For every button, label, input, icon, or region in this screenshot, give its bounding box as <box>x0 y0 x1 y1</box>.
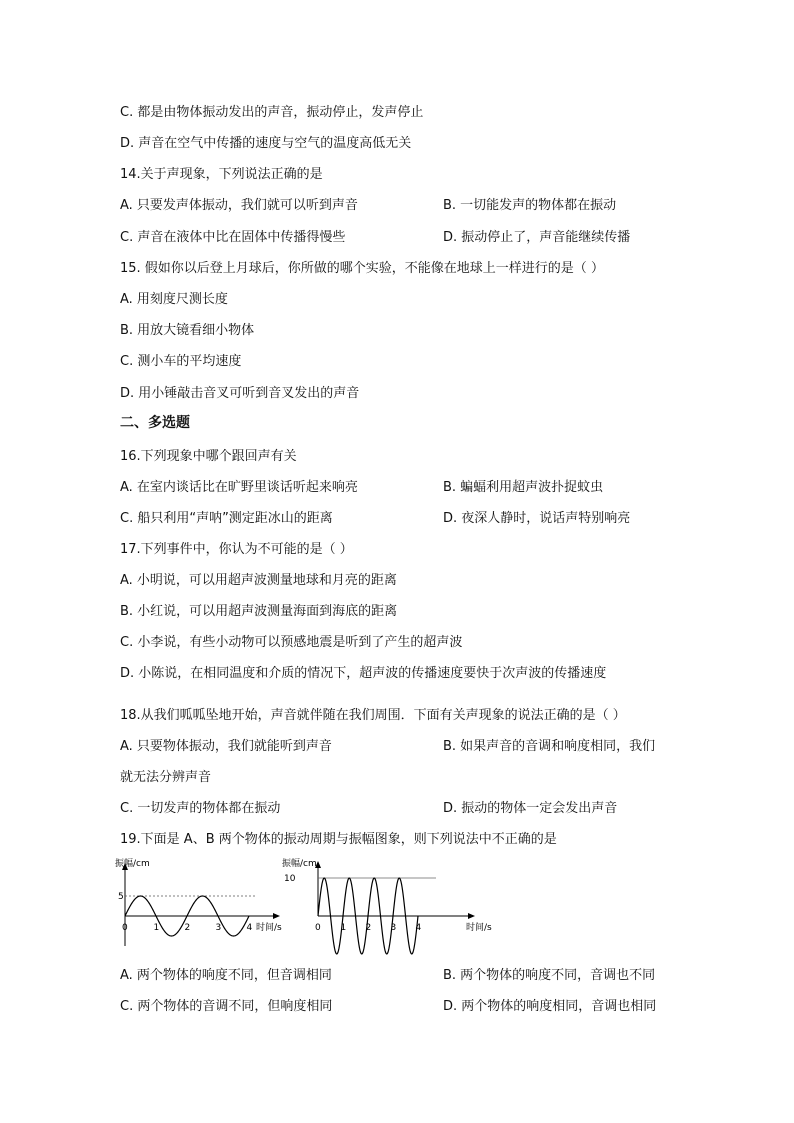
x-axis-label: 时间/s <box>466 923 492 933</box>
q18-option-b-cont: 就无法分辨声音 <box>120 770 212 785</box>
q15-option-d: D. 用小锤敲击音叉可听到音叉发出的声音 <box>120 386 360 401</box>
q18-option-d: D. 振动的物体一定会发出声音 <box>443 801 618 816</box>
q18-option-c: C. 一切发声的物体都在振动 <box>120 801 281 816</box>
x-tick-1: 1 <box>153 923 160 933</box>
x-tick-0: 0 <box>122 923 128 933</box>
x-axis-label: 时间/s <box>256 923 282 933</box>
x-tick-3: 3 <box>390 923 397 933</box>
amplitude-tick-label: 5 <box>118 892 124 902</box>
question-14: 14.关于声现象，下列说法正确的是 <box>120 167 323 182</box>
q15-option-c: C. 测小车的平均速度 <box>120 354 242 369</box>
x-tick-1: 1 <box>340 923 347 933</box>
figure-left <box>115 856 290 952</box>
q15-option-b: B. 用放大镜看细小物体 <box>120 323 255 338</box>
x-tick-4: 4 <box>246 923 253 933</box>
vibration-chart-left <box>115 856 290 948</box>
x-tick-4: 4 <box>415 923 422 933</box>
question-17: 17.下列事件中，你认为不可能的是（ ） <box>120 542 353 557</box>
q19-option-a: A. 两个物体的响度不同，但音调相同 <box>120 968 332 983</box>
q19-option-c: C. 两个物体的音调不同，但响度相同 <box>120 999 333 1014</box>
x-tick-2: 2 <box>184 923 191 933</box>
vibration-chart-right <box>282 856 503 958</box>
question-19: 19.下面是 A、B 两个物体的振动周期与振幅图象，则下列说法中不正确的是 <box>120 832 557 847</box>
q16-option-c: C. 船只利用“声呐”测定距冰山的距离 <box>120 511 333 526</box>
option-c-prev: C. 都是由物体振动发出的声音，振动停止，发声停止 <box>120 105 424 120</box>
q16-option-b: B. 蝙蝠利用超声波扑捉蚊虫 <box>443 480 604 495</box>
x-axis-arrow <box>468 913 475 919</box>
x-axis-arrow <box>273 913 280 919</box>
q14-option-c: C. 声音在液体中比在固体中传播得慢些 <box>120 230 346 245</box>
q19-option-d: D. 两个物体的响度相同，音调也相同 <box>443 999 657 1014</box>
q17-option-c: C. 小李说，有些小动物可以预感地震是听到了产生的超声波 <box>120 635 463 650</box>
q16-option-a: A. 在室内谈话比在旷野里谈话听起来响亮 <box>120 480 358 495</box>
q18-option-a: A. 只要物体振动，我们就能听到声音 <box>120 739 332 754</box>
amplitude-tick-label: 10 <box>284 874 296 884</box>
q17-option-a: A. 小明说，可以用超声波测量地球和月亮的距离 <box>120 573 397 588</box>
y-axis-label: 振幅/cm <box>115 859 150 869</box>
x-tick-3: 3 <box>215 923 222 933</box>
figure-right <box>282 856 503 962</box>
option-d-prev: D. 声音在空气中传播的速度与空气的温度高低无关 <box>120 136 412 151</box>
q18-option-b: B. 如果声音的音调和响度相同，我们 <box>443 739 656 754</box>
y-axis-label: 振幅/cm <box>282 859 317 869</box>
q15-option-a: A. 用刻度尺测长度 <box>120 292 228 307</box>
q14-option-d: D. 振动停止了，声音能继续传播 <box>443 230 631 245</box>
q17-option-d: D. 小陈说，在相同温度和介质的情况下，超声波的传播速度要快于次声波的传播速度 <box>120 666 607 681</box>
question-18: 18.从我们呱呱坠地开始，声音就伴随在我们周围．下面有关声现象的说法正确的是（ ） <box>120 708 626 723</box>
q16-option-d: D. 夜深人静时，说话声特别响亮 <box>443 511 631 526</box>
q19-option-b: B. 两个物体的响度不同，音调也不同 <box>443 968 656 983</box>
section-heading-multi: 二、多选题 <box>120 415 190 431</box>
question-16: 16.下列现象中哪个跟回声有关 <box>120 449 297 464</box>
q14-option-b: B. 一切能发声的物体都在振动 <box>443 198 617 213</box>
x-tick-2: 2 <box>365 923 372 933</box>
x-tick-0: 0 <box>315 923 321 933</box>
question-15: 15. 假如你以后登上月球后，你所做的哪个实验，不能像在地球上一样进行的是（ ） <box>120 261 604 276</box>
q17-option-b: B. 小红说，可以用超声波测量海面到海底的距离 <box>120 604 398 619</box>
q14-option-a: A. 只要发声体振动，我们就可以听到声音 <box>120 198 358 213</box>
